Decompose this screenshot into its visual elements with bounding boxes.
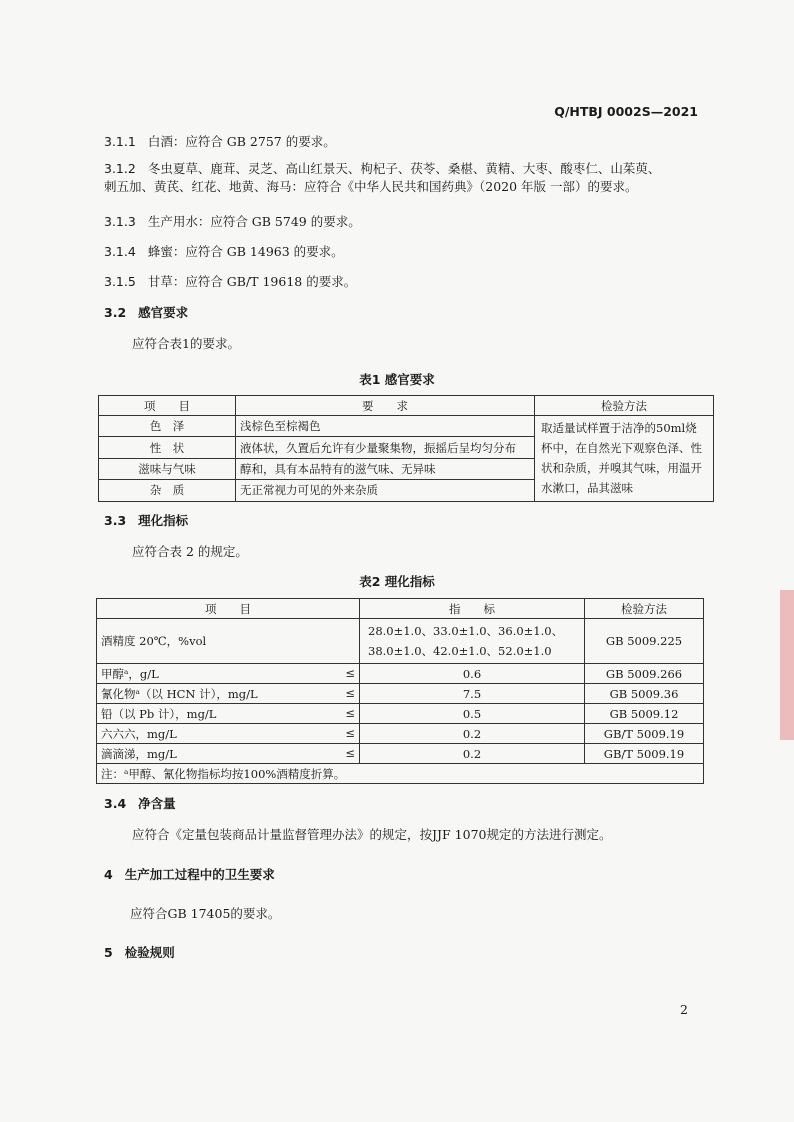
section-body-3-4: 应符合《定量包装商品计量监督管理办法》的规定，按JJF 1070规定的方法进行测定。: [132, 827, 612, 842]
table1-item: 性 状: [99, 437, 236, 458]
table2-value: 7.5: [360, 684, 585, 704]
table1-requirement: 无正常视力可见的外来杂质: [236, 480, 535, 501]
table1-item: 滋味与气味: [99, 458, 236, 479]
table2-method: GB 5009.36: [585, 684, 704, 704]
section-heading-3-2: 3.2 感官要求: [104, 305, 189, 320]
table-row: [97, 619, 704, 664]
table2-value: 0.2: [360, 744, 585, 764]
clause-3-1-4: 3.1.4 蜂蜜：应符合 GB 14963 的要求。: [104, 244, 344, 259]
clause-3-1-1: 3.1.1 白酒：应符合 GB 2757 的要求。: [104, 134, 336, 149]
table2-method: GB/T 5009.19: [585, 724, 704, 744]
table2-header: 指 标: [360, 599, 585, 619]
table1-header: 检验方法: [535, 396, 714, 416]
table-row: [99, 416, 714, 437]
table1-header: 要 求: [236, 396, 535, 416]
section-heading-4: 4 生产加工过程中的卫生要求: [104, 867, 275, 882]
table-row: [97, 704, 704, 724]
table-row: [97, 684, 704, 704]
table2-item: 铅（以 Pb 计），mg/L ≤: [97, 704, 360, 724]
table1-item: 杂 质: [99, 480, 236, 501]
table1-requirement: 液体状，久置后允许有少量聚集物，振摇后呈均匀分布: [236, 437, 535, 458]
table2-value: 0.6: [360, 664, 585, 684]
section-body-3-2: 应符合表1的要求。: [132, 336, 240, 351]
clause-3-1-3: 3.1.3 生产用水：应符合 GB 5749 的要求。: [104, 214, 361, 229]
table1: [98, 395, 714, 502]
section-heading-3-4: 3.4 净含量: [104, 796, 176, 811]
table2-value: 28.0±1.0、33.0±1.0、36.0±1.0、 38.0±1.0、42.0±1.0、52.0±1.0: [360, 619, 585, 664]
table2-method: GB 5009.12: [585, 704, 704, 724]
table1-header: 项 目: [99, 396, 236, 416]
table2-caption: 表2 理化指标: [359, 574, 435, 589]
section-body-3-3: 应符合表 2 的规定。: [132, 544, 248, 559]
table2-item: 氰化物ᵃ（以 HCN 计），mg/L ≤: [97, 684, 360, 704]
table-row: [97, 664, 704, 684]
section-body-4: 应符合GB 17405的要求。: [130, 906, 281, 921]
table2-item: 滴滴涕，mg/L ≤: [97, 744, 360, 764]
clause-3-1-2: 3.1.2 冬虫夏草、鹿茸、灵芝、高山红景天、枸杞子、茯苓、桑椹、黄精、大枣、酸枣仁、山茱萸、 刺五加、黄芪、红花、地黄、海马：应符合《中华人民共和国药典》（2020 年版 一部）的要求。: [104, 161, 661, 195]
table1-requirement: 醇和，具有本品特有的滋气味、无异味: [236, 458, 535, 479]
seal-stamp-edge: [780, 590, 794, 740]
table2-item: 甲醇ᵃ，g/L ≤: [97, 664, 360, 684]
table-row: [97, 744, 704, 764]
section-heading-5: 5 检验规则: [104, 945, 175, 960]
table2-header: 检验方法: [585, 599, 704, 619]
table2-method: GB 5009.266: [585, 664, 704, 684]
table2-item: 六六六，mg/L ≤: [97, 724, 360, 744]
page-number: 2: [680, 1002, 688, 1017]
table2: [96, 598, 704, 784]
table2-method: GB 5009.225: [585, 619, 704, 664]
table1-caption: 表1 感官要求: [359, 372, 435, 387]
table2-value: 0.2: [360, 724, 585, 744]
doc-code: Q/HTBJ 0002S—2021: [554, 104, 698, 119]
table2-item: 酒精度 20℃，%vol: [97, 619, 360, 664]
table2-value: 0.5: [360, 704, 585, 724]
table1-method: 取适量试样置于洁净的50ml烧杯中，在自然光下观察色泽、性状和杂质，并嗅其气味，用温开水漱口，品其滋味: [535, 416, 714, 502]
table2-method: GB/T 5009.19: [585, 744, 704, 764]
table1-item: 色 泽: [99, 416, 236, 437]
section-heading-3-3: 3.3 理化指标: [104, 513, 189, 528]
table1-requirement: 浅棕色至棕褐色: [236, 416, 535, 437]
table2-note: 注：ᵃ甲醇、氰化物指标均按100%酒精度折算。: [97, 764, 704, 784]
table-row: [97, 724, 704, 744]
clause-3-1-5: 3.1.5 甘草：应符合 GB/T 19618 的要求。: [104, 274, 357, 289]
table2-header: 项 目: [97, 599, 360, 619]
